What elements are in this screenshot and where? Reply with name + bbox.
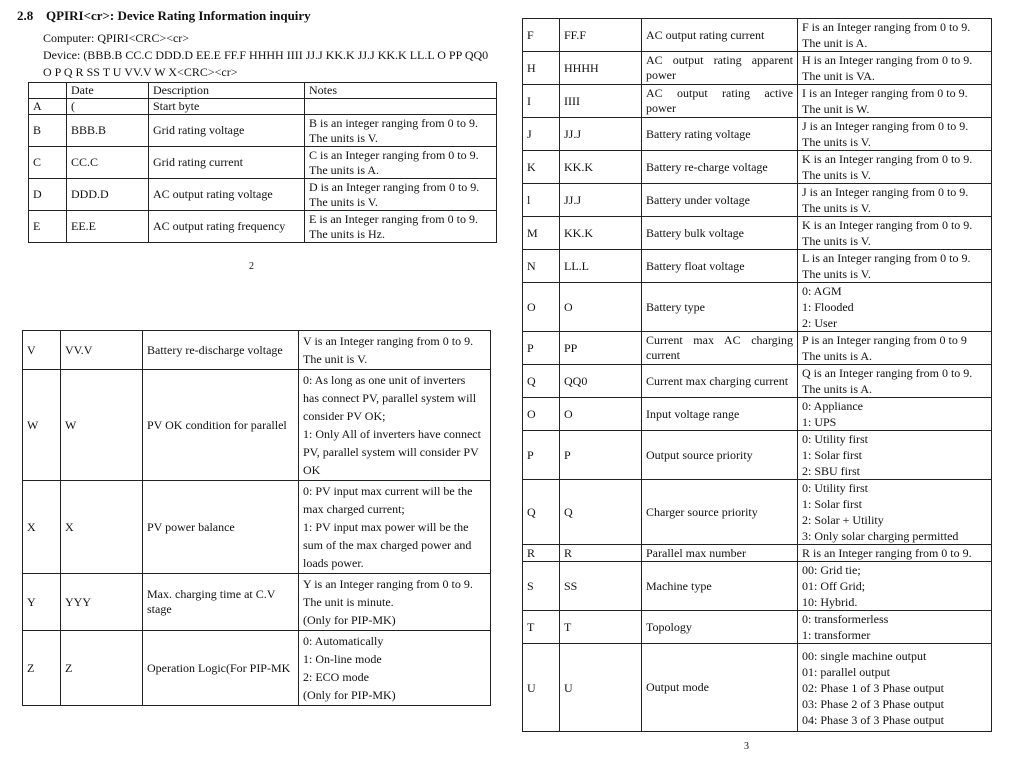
field-description-cell — [642, 283, 798, 332]
notes-line: P is an Integer ranging from 0 to 9 — [802, 333, 967, 347]
table-row — [23, 631, 491, 706]
notes-line: max charged current; — [303, 502, 405, 516]
section-title: QPIRI<cr>: Device Rating Information inquiry — [46, 8, 311, 23]
field-format-cell: O — [560, 283, 642, 332]
field-notes-cell — [798, 365, 992, 398]
field-format-cell: P — [560, 431, 642, 480]
notes-line: 00: Grid tie; — [802, 563, 861, 577]
description-line: AC output rating apparent — [646, 53, 793, 67]
field-format-cell: KK.K — [560, 217, 642, 250]
right-field-table — [522, 18, 992, 732]
notes-line: 0: Utility first — [802, 432, 868, 446]
field-description-cell: AC output rating frequency — [149, 211, 305, 243]
field-id-cell: O — [523, 283, 560, 332]
field-description-cell — [143, 574, 299, 631]
field-notes-cell — [798, 431, 992, 480]
notes-line: E is an Integer ranging from 0 to 9. — [309, 211, 478, 226]
field-description-cell — [642, 480, 798, 545]
notes-line: 0: PV input max current will be the — [303, 484, 473, 498]
notes-line: (Only for PIP-MK) — [303, 613, 396, 627]
notes-line: 1: PV input max power will be the — [303, 520, 469, 534]
notes-line: 1: Solar first — [802, 448, 862, 462]
field-format-cell: R — [560, 545, 642, 562]
description-line: PV power balance — [147, 519, 235, 534]
field-id-cell: K — [523, 151, 560, 184]
field-notes-cell — [299, 331, 491, 370]
notes-line: sum of the max charged power and — [303, 538, 472, 552]
field-format-cell: T — [560, 611, 642, 644]
field-notes-cell — [798, 332, 992, 365]
notes-line: The unit is V. — [303, 352, 368, 366]
notes-line: Y is an Integer ranging from 0 to 9. — [303, 577, 473, 591]
field-format-cell: HHHH — [560, 52, 642, 85]
field-description-cell — [642, 52, 798, 85]
table-row — [523, 431, 992, 480]
field-format-cell: Z — [61, 631, 143, 706]
field-id-cell: B — [29, 115, 67, 147]
field-notes-cell — [305, 99, 497, 115]
table-row — [523, 19, 992, 52]
notes-line: 01: parallel output — [802, 664, 890, 679]
table-row — [29, 115, 497, 147]
notes-line: F is an Integer ranging from 0 to 9. — [802, 20, 971, 34]
table-row — [523, 250, 992, 283]
field-format-cell: SS — [560, 562, 642, 611]
field-id-cell: S — [523, 562, 560, 611]
field-format-cell: CC.C — [67, 147, 149, 179]
table-row — [523, 283, 992, 332]
field-format-cell: O — [560, 398, 642, 431]
table-row — [523, 611, 992, 644]
field-id-cell: W — [23, 370, 61, 481]
field-id-cell: Y — [23, 574, 61, 631]
notes-line: 2: SBU first — [802, 464, 861, 478]
table-row — [523, 562, 992, 611]
field-format-cell: IIII — [560, 85, 642, 118]
field-format-cell: Q — [560, 480, 642, 545]
notes-line: The unit is A. — [802, 36, 868, 50]
field-notes-cell — [305, 115, 497, 147]
table-row — [23, 574, 491, 631]
field-format-cell: DDD.D — [67, 179, 149, 211]
notes-line: C is an Integer ranging from 0 to 9. — [309, 147, 479, 162]
column-header: Description — [149, 83, 305, 99]
notes-line: loads power. — [303, 556, 364, 570]
left-field-table — [22, 330, 491, 706]
field-notes-cell — [299, 481, 491, 574]
description-line: Parallel max number — [646, 545, 746, 560]
field-id-cell: X — [23, 481, 61, 574]
notes-line: The units is A. — [802, 349, 873, 363]
description-line: power — [646, 101, 676, 115]
field-id-cell: Q — [523, 480, 560, 545]
field-description-cell — [143, 631, 299, 706]
notes-line: I is an Integer ranging from 0 to 9. — [802, 86, 968, 100]
field-id-cell: O — [523, 398, 560, 431]
field-id-cell: F — [523, 19, 560, 52]
field-notes-cell — [798, 85, 992, 118]
field-id-cell: l — [523, 184, 560, 217]
field-format-cell: X — [61, 481, 143, 574]
description-line: Input voltage range — [646, 406, 740, 421]
description-line: Battery re-charge voltage — [646, 159, 768, 174]
field-notes-cell — [305, 147, 497, 179]
field-notes-cell — [798, 644, 992, 732]
description-line: Output mode — [646, 680, 709, 694]
notes-line: The units is Hz. — [309, 226, 385, 241]
description-line: Battery bulk voltage — [646, 225, 744, 240]
notes-line: 10: Hybrid. — [802, 595, 858, 609]
description-line: stage — [147, 602, 172, 616]
field-id-cell: Q — [523, 365, 560, 398]
field-notes-cell — [798, 151, 992, 184]
table-row — [523, 184, 992, 217]
description-line: Max. charging time at C.V — [147, 587, 276, 601]
description-line: Battery rating voltage — [646, 126, 751, 141]
notes-line: K is an Integer ranging from 0 to 9. — [802, 152, 973, 166]
field-description-cell — [642, 19, 798, 52]
field-description-cell — [642, 85, 798, 118]
table-row — [523, 644, 992, 732]
description-line: Operation Logic(For PIP-MK — [147, 660, 291, 675]
field-description-cell — [642, 398, 798, 431]
description-line: Current max charging current — [646, 373, 789, 388]
field-notes-cell — [299, 574, 491, 631]
description-line: PV OK condition for parallel — [147, 417, 287, 432]
section-heading — [17, 8, 311, 24]
notes-line: 2: User — [802, 316, 837, 330]
notes-line: 0: Utility first — [802, 481, 868, 495]
field-id-cell: P — [523, 431, 560, 480]
field-description-cell — [143, 331, 299, 370]
notes-line: The units is A. — [309, 162, 380, 177]
field-id-cell: I — [523, 85, 560, 118]
table-row — [523, 365, 992, 398]
notes-line: 1: UPS — [802, 415, 837, 429]
table-row — [523, 85, 992, 118]
table-row — [23, 331, 491, 370]
description-line: Battery under voltage — [646, 192, 750, 207]
notes-line: H is an Integer ranging from 0 to 9. — [802, 53, 973, 67]
field-description-cell — [642, 644, 798, 732]
notes-line: 1: Solar first — [802, 497, 862, 511]
field-description-cell: AC output rating voltage — [149, 179, 305, 211]
notes-line: 0: Appliance — [802, 399, 863, 413]
field-format-cell: JJ.J — [560, 184, 642, 217]
notes-line: The unit is W. — [802, 102, 870, 116]
field-id-cell: N — [523, 250, 560, 283]
description-line: AC output rating active — [646, 86, 793, 100]
field-description-cell — [642, 332, 798, 365]
field-id-cell: Z — [23, 631, 61, 706]
field-notes-cell — [299, 370, 491, 481]
field-notes-cell — [798, 611, 992, 644]
notes-line: K is an Integer ranging from 0 to 9. — [802, 218, 973, 232]
notes-line: The units is V. — [802, 135, 871, 149]
notes-line: The units is V. — [802, 201, 871, 215]
description-line: Battery type — [646, 299, 705, 314]
field-format-cell: EE.E — [67, 211, 149, 243]
field-description-cell — [642, 431, 798, 480]
field-notes-cell — [798, 217, 992, 250]
field-notes-cell — [798, 250, 992, 283]
field-id-cell: V — [23, 331, 61, 370]
field-format-cell: YYY — [61, 574, 143, 631]
field-notes-cell — [798, 562, 992, 611]
notes-line: PV, parallel system will consider PV — [303, 445, 479, 459]
table-row — [29, 99, 497, 115]
field-notes-cell — [798, 52, 992, 85]
notes-line: The unit is VA. — [802, 69, 875, 83]
field-description-cell — [143, 481, 299, 574]
description-line: Current max AC charging — [646, 333, 793, 347]
field-format-cell: LL.L — [560, 250, 642, 283]
notes-line: 00: single machine output — [802, 648, 927, 663]
notes-line: 2: ECO mode — [303, 670, 369, 684]
notes-line: L is an Integer ranging from 0 to 9. — [802, 251, 971, 265]
page-number-left: 2 — [249, 261, 254, 272]
field-notes-cell — [798, 19, 992, 52]
notes-line: Q is an Integer ranging from 0 to 9. — [802, 366, 973, 380]
table-row — [523, 151, 992, 184]
field-description-cell: Grid rating voltage — [149, 115, 305, 147]
field-format-cell: ( — [67, 99, 149, 115]
notes-line: J is an Integer ranging from 0 to 9. — [802, 185, 969, 199]
field-notes-cell — [798, 480, 992, 545]
section-number: 2.8 — [17, 8, 34, 23]
column-header: Notes — [305, 83, 497, 99]
column-header: Date — [67, 83, 149, 99]
table-row — [523, 545, 992, 562]
device-response-line-1: Device: (BBB.B CC.C DDD.D EE.E FF.F HHHH IIII JJ.J KK.K JJ.J KK.K LL.L O PP QQ0 — [43, 48, 489, 62]
notes-line: OK — [303, 463, 321, 477]
notes-line: The units is V. — [309, 194, 378, 209]
notes-line: consider PV OK; — [303, 409, 386, 423]
field-description-cell — [642, 217, 798, 250]
field-id-cell: D — [29, 179, 67, 211]
field-format-cell: W — [61, 370, 143, 481]
field-description-cell — [143, 370, 299, 481]
notes-line: 01: Off Grid; — [802, 579, 866, 593]
device-response-line-2: O P Q R SS T U VV.V W X<CRC><cr> — [43, 65, 238, 79]
field-id-cell: H — [523, 52, 560, 85]
description-line: Machine type — [646, 578, 712, 593]
description-line: Battery re-discharge voltage — [147, 342, 283, 357]
description-line: Output source priority — [646, 447, 753, 462]
field-id-cell: R — [523, 545, 560, 562]
notes-line: 1: transformer — [802, 628, 871, 642]
field-id-cell: E — [29, 211, 67, 243]
field-notes-cell — [798, 545, 992, 562]
table-row — [523, 398, 992, 431]
field-id-cell: C — [29, 147, 67, 179]
field-format-cell: BBB.B — [67, 115, 149, 147]
field-format-cell: JJ.J — [560, 118, 642, 151]
notes-line: 1: On-line mode — [303, 652, 382, 666]
field-description-cell — [642, 365, 798, 398]
field-description-cell — [642, 562, 798, 611]
description-line: current — [646, 348, 680, 362]
field-format-cell: VV.V — [61, 331, 143, 370]
notes-line: 0: Automatically — [303, 634, 384, 648]
table-row — [29, 147, 497, 179]
field-id-cell: J — [523, 118, 560, 151]
field-description-cell — [642, 151, 798, 184]
notes-line: 03: Phase 2 of 3 Phase output — [802, 696, 944, 711]
field-format-cell: KK.K — [560, 151, 642, 184]
field-id-cell: T — [523, 611, 560, 644]
notes-line: The units is V. — [802, 234, 871, 248]
field-notes-cell — [798, 118, 992, 151]
notes-line: D is an Integer ranging from 0 to 9. — [309, 179, 480, 194]
notes-line: 2: Solar + Utility — [802, 513, 884, 527]
table-header-row — [29, 83, 497, 99]
notes-line: 0: As long as one unit of inverters — [303, 373, 466, 387]
page-number-right: 3 — [744, 741, 749, 752]
field-description-cell — [642, 611, 798, 644]
field-id-cell: P — [523, 332, 560, 365]
notes-line: (Only for PIP-MK) — [303, 688, 396, 702]
description-line: Charger source priority — [646, 504, 758, 519]
table-row — [523, 217, 992, 250]
notes-line: The units is V. — [802, 168, 871, 182]
notes-line: R is an Integer ranging from 0 to 9. — [802, 546, 972, 560]
notes-line: 02: Phase 1 of 3 Phase output — [802, 680, 944, 695]
field-notes-cell — [305, 179, 497, 211]
notes-line: 1: Flooded — [802, 300, 854, 314]
field-description-cell — [642, 184, 798, 217]
table-row — [29, 211, 497, 243]
notes-line: The units is A. — [802, 382, 873, 396]
table-row — [29, 179, 497, 211]
field-description-cell: Grid rating current — [149, 147, 305, 179]
notes-line: 0: AGM — [802, 284, 842, 298]
notes-line: The units is V. — [802, 267, 871, 281]
field-description-cell — [642, 250, 798, 283]
field-id-cell: U — [523, 644, 560, 732]
notes-line: The unit is minute. — [303, 595, 394, 609]
field-format-cell: QQ0 — [560, 365, 642, 398]
field-notes-cell — [305, 211, 497, 243]
notes-line: 04: Phase 3 of 3 Phase output — [802, 712, 944, 727]
table-row — [523, 118, 992, 151]
field-id-cell: M — [523, 217, 560, 250]
table-row — [523, 332, 992, 365]
notes-line: 1: Only All of inverters have connect — [303, 427, 481, 441]
field-format-cell: FF.F — [560, 19, 642, 52]
field-notes-cell — [299, 631, 491, 706]
field-description-cell: Start byte — [149, 99, 305, 115]
field-description-cell — [642, 118, 798, 151]
description-line: Battery float voltage — [646, 258, 745, 273]
field-notes-cell — [798, 283, 992, 332]
field-description-cell — [642, 545, 798, 562]
table-row — [523, 480, 992, 545]
description-line: AC output rating current — [646, 27, 765, 42]
table-row — [23, 481, 491, 574]
field-id-cell: A — [29, 99, 67, 115]
description-line: power — [646, 68, 676, 82]
notes-line: J is an Integer ranging from 0 to 9. — [802, 119, 969, 133]
field-notes-cell — [798, 398, 992, 431]
table-row — [523, 52, 992, 85]
notes-line: B is an integer ranging from 0 to 9. — [309, 115, 478, 130]
top-field-table — [28, 82, 497, 243]
notes-line: has connect PV, parallel system will — [303, 391, 477, 405]
field-notes-cell — [798, 184, 992, 217]
notes-line: 3: Only solar charging permitted — [802, 529, 959, 543]
table-row — [23, 370, 491, 481]
notes-line: The units is V. — [309, 130, 378, 145]
description-line: Topology — [646, 619, 692, 634]
notes-line: 0: transformerless — [802, 612, 889, 626]
field-format-cell: U — [560, 644, 642, 732]
header-blank-cell — [29, 83, 67, 99]
field-format-cell: PP — [560, 332, 642, 365]
computer-command-line: Computer: QPIRI<CRC><cr> — [43, 31, 190, 45]
notes-line: V is an Integer ranging from 0 to 9. — [303, 334, 474, 348]
